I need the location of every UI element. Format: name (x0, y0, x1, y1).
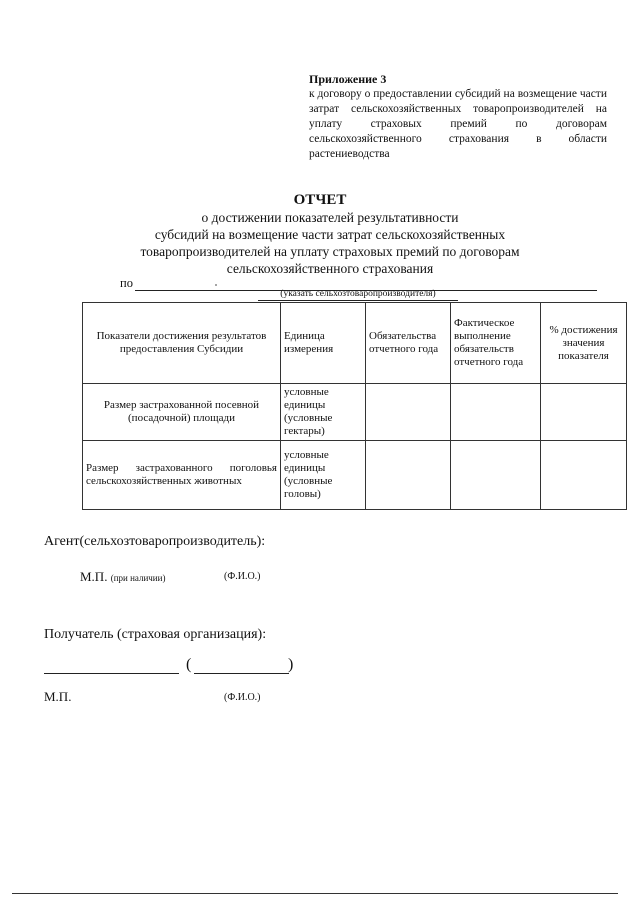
table-row (83, 384, 627, 441)
indicators-table (82, 302, 627, 510)
paren-close: ) (288, 656, 294, 673)
report-subtitle (100, 209, 560, 277)
footer-divider (12, 893, 618, 894)
row-actual-cell[interactable] (451, 441, 541, 510)
subtitle-line-1: о достижении показателей результативности (201, 210, 459, 225)
table-row (83, 441, 627, 510)
report-title: ОТЧЕТ (293, 192, 347, 208)
agent-label: Агент(сельхозтоваропроизводитель): (44, 534, 266, 549)
row-unit: условные единицы (условные гектары) (281, 384, 366, 441)
appendix-title: Приложение 3 (309, 72, 387, 86)
mp-note: (при наличии) (110, 573, 166, 583)
recipient-label: Получатель (страховая организация): (44, 627, 267, 642)
row-indicator: Размер застрахованной посевной (посадочной) площади (83, 384, 281, 441)
appendix-block (309, 72, 607, 162)
row-actual-cell[interactable] (451, 384, 541, 441)
paren-open: ( (186, 656, 192, 673)
row-percent-cell[interactable] (541, 384, 627, 441)
recipient-name-line[interactable] (194, 673, 289, 674)
header-obligation: Обязательства отчетного года (366, 303, 451, 384)
hint-underline (258, 300, 458, 301)
mp-label: М.П. (80, 569, 108, 584)
speck (215, 284, 217, 286)
table-header-row (83, 303, 627, 384)
agent-fio: (Ф.И.О.) (224, 571, 261, 582)
subtitle-line-4: сельскохозяйственного страхования (226, 261, 434, 276)
header-percent: % достижения значения показателя (541, 303, 627, 384)
header-unit: Единица измерения (281, 303, 366, 384)
po-label: по (120, 276, 133, 290)
row-percent-cell[interactable] (541, 441, 627, 510)
row-obligation-cell[interactable] (366, 384, 451, 441)
appendix-text: к договору о предоставлении субсидий на возмещение части затрат сельскохозяйственных товаропроизводителей на уплату страховых премий по договорам сельскохозяйственного страхования в области растениеводства (309, 88, 607, 160)
recipient-signature-line[interactable] (44, 673, 179, 674)
header-indicator: Показатели достижения результатов предоставления Субсидии (83, 303, 281, 384)
agent-stamp (80, 569, 165, 585)
row-unit: условные единицы (условные головы) (281, 441, 366, 510)
po-hint: (указать сельхозтоваропроизводителя) (280, 289, 436, 299)
subtitle-line-2: субсидий на возмещение части затрат сельскохозяйственных (154, 227, 506, 242)
recipient-fio: (Ф.И.О.) (224, 692, 261, 703)
row-indicator: Размер застрахованного поголовья сельскохозяйственных животных (83, 441, 281, 510)
row-obligation-cell[interactable] (366, 441, 451, 510)
recipient-stamp: М.П. (44, 689, 72, 704)
subtitle-line-3: товаропроизводителей на уплату страховых премий по договорам (140, 244, 520, 259)
header-actual: Фактическое выполнение обязательств отчетного года (451, 303, 541, 384)
